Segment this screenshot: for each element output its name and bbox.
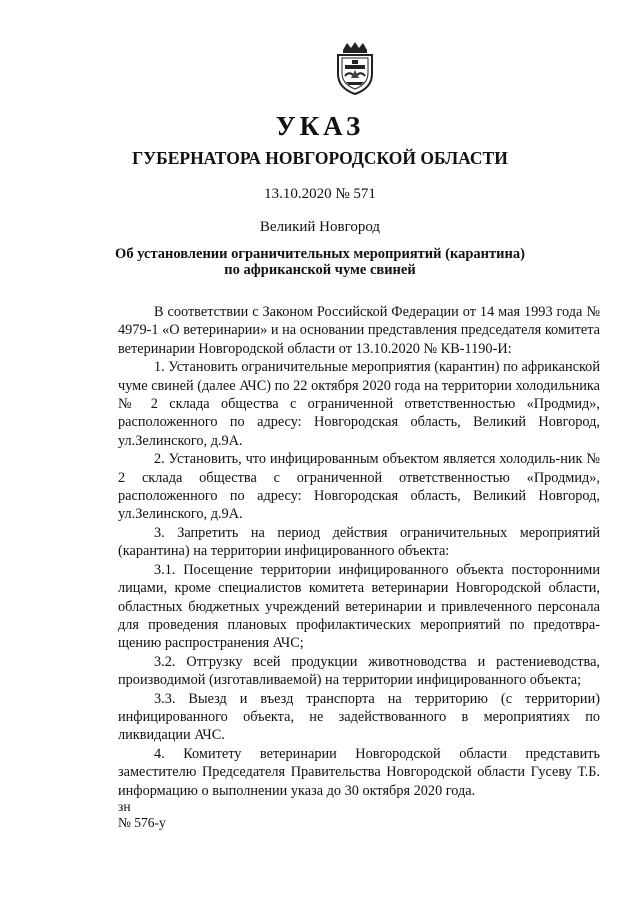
date-and-number: 13.10.2020 № 571: [264, 186, 376, 202]
executor-initials: зн: [118, 799, 131, 814]
city-name: Великий Новгород: [259, 219, 381, 235]
registration-number: № 576-у: [118, 815, 166, 830]
preamble-paragraph: В соответствии с Законом Российской Федерации от 14 мая 1993 года № 4979-1 «О ветеринарии» и на основании представления председателя комитета ветеринарии Новгородской области от 13.10.2020 № КВ-1190-И:: [118, 304, 600, 357]
clause-4: 4. Комитету ветеринарии Новгородской области представить заместителю Председателя Правительства Новгородской области Гусеву Т.Б. информацию о выполнении указа до 30 октября 2020 года.: [118, 745, 600, 799]
clause-1: 1. Установить ограничительные мероприятия (карантин) по африканской чуме свиней (далее АЧС) по 22 октября 2020 года на территории холодильника № 2 склада общества с ограниченной ответственностью «Продмид», расположенного по адресу: Новгородская область, Великий Новгород, ул.Зелинского, д.9А.: [118, 359, 600, 449]
clause-3-3: 3.3. Выезд и въезд транспорта на территорию (с территории) инфицированного объекта, не задействованного в мероприятиях по ликвидации АЧС.: [118, 690, 600, 744]
document-footer: [118, 799, 166, 831]
decree-body: [118, 303, 600, 800]
document-title: УКАЗ: [275, 111, 365, 141]
subject-line-1: Об установлении ограничительных мероприятий (карантина): [115, 246, 525, 262]
decree-subject: [0, 246, 640, 278]
clause-2: 2. Установить, что инфицированным объектом является холодиль-ник № 2 склада общества с ограниченной ответственностью «Продмид», расположенного по адресу: Новгородская область, Великий Новгород, ул.Зелинского, д.9А.: [118, 451, 600, 523]
clause-3-1: 3.1. Посещение территории инфицированного объекта посторонними лицами, кроме специалистов комитета ветеринарии Новгородской области, областных бюджетных учреждений ветеринарии и привлеченного персонала для проведения плановых профилактических мероприятий по предотвра-щению распространения АЧС;: [118, 561, 600, 652]
novgorod-coat-of-arms-icon: [329, 40, 381, 96]
subject-line-2: по африканской чуме свиней: [224, 262, 416, 278]
issuer-title: ГУБЕРНАТОРА НОВГОРОДСКОЙ ОБЛАСТИ: [132, 148, 508, 168]
clause-3-2: 3.2. Отгрузку всей продукции животноводства и растениеводства, производимой (изготавливаемой) на территории инфицированного объекта;: [118, 653, 600, 689]
clause-3: 3. Запретить на период действия ограничительных мероприятий (карантина) на территории инфицированного объекта:: [118, 524, 600, 560]
